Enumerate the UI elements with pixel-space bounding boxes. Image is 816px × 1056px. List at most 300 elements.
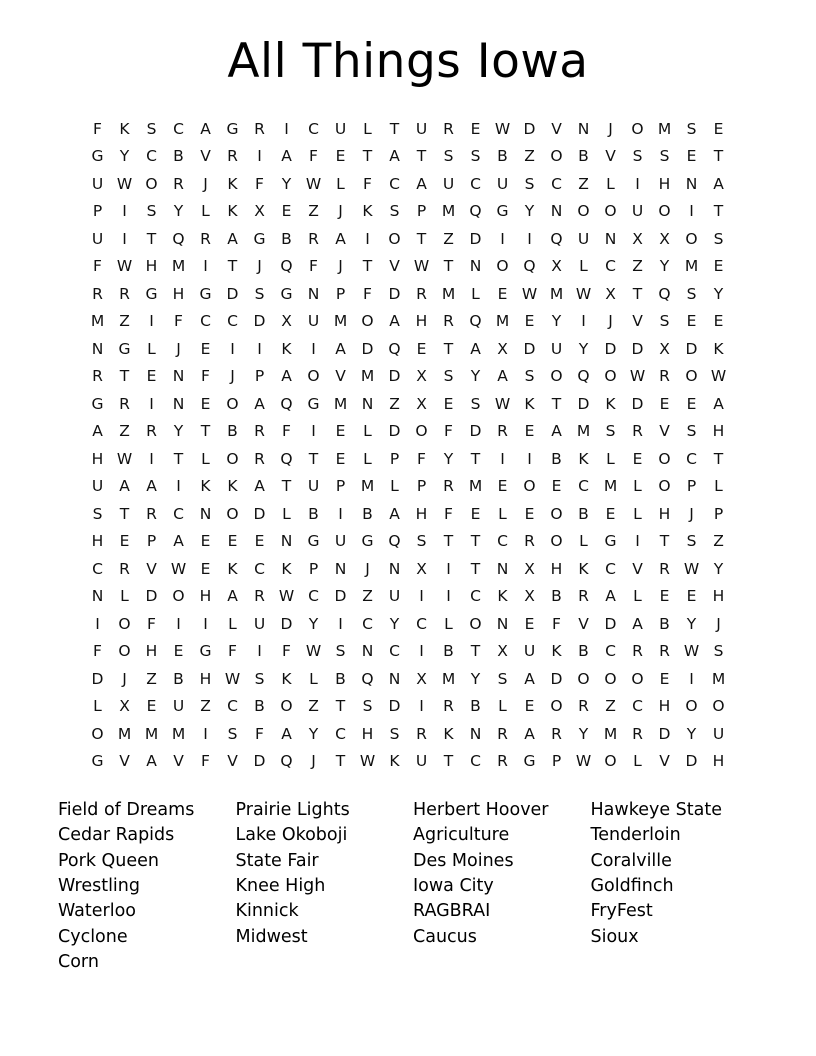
grid-cell[interactable]: X: [524, 587, 535, 606]
grid-cell[interactable]: C: [470, 174, 481, 193]
grid-cell[interactable]: F: [417, 449, 426, 468]
grid-cell[interactable]: M: [441, 284, 456, 303]
grid-cell[interactable]: O: [280, 697, 293, 716]
grid-cell[interactable]: G: [91, 147, 104, 166]
grid-cell[interactable]: F: [174, 312, 183, 331]
grid-cell[interactable]: F: [363, 174, 372, 193]
grid-cell[interactable]: A: [389, 312, 400, 331]
grid-cell[interactable]: K: [227, 202, 238, 221]
grid-cell[interactable]: W: [116, 257, 133, 276]
grid-cell[interactable]: E: [200, 559, 211, 578]
grid-cell[interactable]: D: [388, 422, 401, 441]
grid-cell[interactable]: A: [524, 724, 535, 743]
grid-cell[interactable]: Q: [469, 202, 482, 221]
grid-cell[interactable]: L: [498, 504, 507, 523]
grid-cell[interactable]: Q: [280, 449, 293, 468]
grid-cell[interactable]: S: [443, 367, 454, 386]
grid-cell[interactable]: R: [254, 119, 265, 138]
grid-cell[interactable]: U: [388, 587, 401, 606]
grid-cell[interactable]: R: [497, 422, 508, 441]
grid-cell[interactable]: T: [362, 147, 373, 166]
grid-cell[interactable]: D: [253, 752, 266, 771]
grid-cell[interactable]: E: [200, 394, 211, 413]
word-list-item[interactable]: Wrestling: [58, 875, 140, 896]
grid-cell[interactable]: Q: [388, 532, 401, 551]
word-list-item[interactable]: Iowa City: [413, 875, 494, 896]
word-list-item[interactable]: Des Moines: [413, 850, 514, 871]
grid-cell[interactable]: I: [311, 339, 316, 358]
grid-cell[interactable]: E: [659, 394, 670, 413]
grid-cell[interactable]: I: [149, 449, 154, 468]
grid-cell[interactable]: T: [146, 229, 157, 248]
grid-cell[interactable]: C: [173, 504, 184, 523]
grid-cell[interactable]: I: [500, 229, 505, 248]
grid-cell[interactable]: D: [631, 339, 644, 358]
grid-cell[interactable]: O: [658, 202, 671, 221]
grid-cell[interactable]: S: [713, 229, 724, 248]
grid-cell[interactable]: G: [496, 202, 509, 221]
grid-cell[interactable]: P: [254, 367, 265, 386]
grid-cell[interactable]: L: [579, 257, 588, 276]
grid-cell[interactable]: I: [446, 559, 451, 578]
grid-cell[interactable]: K: [578, 559, 589, 578]
grid-cell[interactable]: O: [523, 477, 536, 496]
grid-cell[interactable]: N: [604, 229, 617, 248]
grid-cell[interactable]: O: [577, 669, 590, 688]
grid-cell[interactable]: O: [685, 229, 698, 248]
grid-cell[interactable]: M: [468, 477, 483, 496]
grid-cell[interactable]: V: [335, 367, 346, 386]
grid-cell[interactable]: A: [200, 119, 211, 138]
grid-cell[interactable]: X: [416, 394, 427, 413]
grid-cell[interactable]: O: [91, 724, 104, 743]
grid-cell[interactable]: I: [500, 449, 505, 468]
grid-cell[interactable]: X: [659, 229, 670, 248]
grid-cell[interactable]: L: [282, 504, 291, 523]
grid-cell[interactable]: I: [527, 449, 532, 468]
grid-cell[interactable]: A: [632, 614, 643, 633]
grid-cell[interactable]: K: [605, 394, 616, 413]
grid-cell[interactable]: A: [416, 174, 427, 193]
grid-cell[interactable]: B: [227, 422, 238, 441]
grid-cell[interactable]: T: [119, 367, 130, 386]
grid-cell[interactable]: E: [281, 202, 292, 221]
grid-cell[interactable]: N: [685, 174, 698, 193]
grid-cell[interactable]: C: [632, 697, 643, 716]
grid-cell[interactable]: L: [633, 504, 642, 523]
grid-cell[interactable]: K: [119, 119, 130, 138]
grid-cell[interactable]: I: [257, 147, 262, 166]
grid-cell[interactable]: G: [361, 532, 374, 551]
grid-cell[interactable]: U: [91, 229, 104, 248]
grid-cell[interactable]: S: [254, 284, 265, 303]
grid-cell[interactable]: S: [605, 422, 616, 441]
word-list-item[interactable]: Field of Dreams: [58, 799, 195, 820]
grid-cell[interactable]: V: [551, 119, 562, 138]
grid-cell[interactable]: A: [335, 229, 346, 248]
grid-cell[interactable]: A: [92, 422, 103, 441]
grid-cell[interactable]: W: [224, 669, 241, 688]
grid-cell[interactable]: G: [280, 284, 293, 303]
grid-cell[interactable]: O: [415, 422, 428, 441]
grid-cell[interactable]: J: [176, 339, 181, 358]
grid-cell[interactable]: W: [116, 174, 133, 193]
grid-cell[interactable]: C: [389, 642, 400, 661]
grid-cell[interactable]: D: [469, 229, 482, 248]
grid-cell[interactable]: B: [362, 504, 373, 523]
grid-cell[interactable]: E: [605, 504, 616, 523]
grid-cell[interactable]: O: [496, 257, 509, 276]
grid-cell[interactable]: E: [524, 614, 535, 633]
grid-cell[interactable]: O: [145, 174, 158, 193]
grid-cell[interactable]: O: [226, 504, 239, 523]
grid-cell[interactable]: X: [281, 312, 292, 331]
grid-cell[interactable]: Z: [308, 697, 319, 716]
word-list-item[interactable]: Coralville: [590, 850, 672, 871]
grid-cell[interactable]: O: [712, 697, 725, 716]
grid-cell[interactable]: I: [230, 339, 235, 358]
grid-cell[interactable]: V: [119, 752, 130, 771]
grid-cell[interactable]: C: [335, 724, 346, 743]
grid-cell[interactable]: H: [91, 449, 104, 468]
grid-cell[interactable]: Z: [200, 697, 211, 716]
grid-cell[interactable]: C: [605, 642, 616, 661]
grid-cell[interactable]: T: [308, 449, 319, 468]
grid-cell[interactable]: Z: [389, 394, 400, 413]
grid-cell[interactable]: A: [254, 394, 265, 413]
grid-cell[interactable]: X: [632, 229, 643, 248]
grid-cell[interactable]: N: [91, 587, 104, 606]
grid-cell[interactable]: V: [632, 559, 643, 578]
grid-cell[interactable]: K: [389, 752, 400, 771]
grid-cell[interactable]: L: [309, 669, 318, 688]
grid-cell[interactable]: J: [311, 752, 316, 771]
grid-cell[interactable]: I: [419, 697, 424, 716]
grid-cell[interactable]: C: [362, 614, 373, 633]
grid-cell[interactable]: O: [604, 669, 617, 688]
grid-cell[interactable]: G: [523, 752, 536, 771]
grid-cell[interactable]: L: [147, 339, 156, 358]
grid-cell[interactable]: R: [632, 642, 643, 661]
grid-cell[interactable]: E: [659, 587, 670, 606]
grid-cell[interactable]: K: [227, 174, 238, 193]
grid-cell[interactable]: R: [119, 394, 130, 413]
grid-cell[interactable]: F: [552, 614, 561, 633]
grid-cell[interactable]: T: [173, 449, 184, 468]
grid-cell[interactable]: J: [203, 174, 208, 193]
grid-cell[interactable]: R: [254, 422, 265, 441]
grid-cell[interactable]: A: [173, 532, 184, 551]
grid-cell[interactable]: J: [257, 257, 262, 276]
grid-cell[interactable]: H: [415, 504, 428, 523]
grid-cell[interactable]: C: [470, 752, 481, 771]
grid-cell[interactable]: C: [227, 312, 238, 331]
grid-cell[interactable]: V: [227, 752, 238, 771]
word-list-item[interactable]: Goldfinch: [590, 875, 674, 896]
grid-cell[interactable]: I: [203, 614, 208, 633]
grid-cell[interactable]: N: [91, 339, 104, 358]
grid-cell[interactable]: N: [388, 559, 401, 578]
word-list-item[interactable]: Waterloo: [58, 901, 137, 922]
grid-cell[interactable]: H: [415, 312, 428, 331]
grid-cell[interactable]: T: [281, 477, 292, 496]
grid-cell[interactable]: Y: [713, 284, 724, 303]
grid-cell[interactable]: W: [629, 367, 646, 386]
grid-cell[interactable]: S: [632, 147, 643, 166]
grid-cell[interactable]: I: [122, 202, 127, 221]
grid-cell[interactable]: A: [146, 752, 157, 771]
grid-cell[interactable]: R: [578, 587, 589, 606]
grid-cell[interactable]: O: [226, 394, 239, 413]
grid-cell[interactable]: E: [443, 394, 454, 413]
grid-cell[interactable]: D: [388, 367, 401, 386]
grid-cell[interactable]: V: [605, 147, 616, 166]
grid-cell[interactable]: N: [361, 394, 374, 413]
grid-cell[interactable]: N: [172, 394, 185, 413]
grid-cell[interactable]: S: [362, 697, 373, 716]
grid-cell[interactable]: T: [470, 642, 481, 661]
grid-cell[interactable]: M: [576, 422, 591, 441]
grid-cell[interactable]: R: [443, 119, 454, 138]
grid-cell[interactable]: I: [338, 504, 343, 523]
grid-cell[interactable]: A: [281, 367, 292, 386]
grid-cell[interactable]: D: [226, 284, 239, 303]
grid-cell[interactable]: N: [334, 559, 347, 578]
grid-cell[interactable]: W: [413, 257, 430, 276]
grid-cell[interactable]: I: [365, 229, 370, 248]
grid-cell[interactable]: H: [658, 697, 671, 716]
grid-cell[interactable]: E: [686, 312, 697, 331]
grid-cell[interactable]: W: [683, 559, 700, 578]
grid-cell[interactable]: F: [255, 724, 264, 743]
grid-cell[interactable]: M: [657, 119, 672, 138]
grid-cell[interactable]: C: [551, 174, 562, 193]
grid-cell[interactable]: Q: [280, 394, 293, 413]
grid-cell[interactable]: L: [363, 422, 372, 441]
grid-cell[interactable]: Y: [443, 449, 454, 468]
grid-cell[interactable]: X: [416, 669, 427, 688]
grid-cell[interactable]: R: [497, 724, 508, 743]
word-list-item[interactable]: Midwest: [235, 926, 308, 947]
grid-cell[interactable]: X: [254, 202, 265, 221]
grid-cell[interactable]: F: [255, 174, 264, 193]
grid-cell[interactable]: S: [497, 669, 508, 688]
grid-cell[interactable]: Z: [605, 697, 616, 716]
grid-cell[interactable]: C: [686, 449, 697, 468]
grid-cell[interactable]: A: [227, 587, 238, 606]
grid-cell[interactable]: L: [93, 697, 102, 716]
grid-cell[interactable]: T: [713, 449, 724, 468]
grid-cell[interactable]: C: [227, 697, 238, 716]
grid-cell[interactable]: W: [710, 367, 727, 386]
grid-cell[interactable]: O: [307, 367, 320, 386]
grid-cell[interactable]: R: [416, 284, 427, 303]
grid-cell[interactable]: W: [521, 284, 538, 303]
grid-cell[interactable]: D: [253, 504, 266, 523]
grid-cell[interactable]: O: [658, 449, 671, 468]
grid-cell[interactable]: C: [605, 257, 616, 276]
grid-cell[interactable]: U: [577, 229, 590, 248]
grid-cell[interactable]: R: [443, 312, 454, 331]
grid-cell[interactable]: C: [308, 587, 319, 606]
grid-cell[interactable]: Z: [308, 202, 319, 221]
word-list-item[interactable]: Sioux: [590, 926, 639, 947]
grid-cell[interactable]: T: [119, 504, 130, 523]
grid-cell[interactable]: N: [469, 257, 482, 276]
grid-cell[interactable]: A: [551, 422, 562, 441]
grid-cell[interactable]: D: [469, 422, 482, 441]
grid-cell[interactable]: B: [281, 229, 292, 248]
grid-cell[interactable]: I: [581, 312, 586, 331]
grid-cell[interactable]: G: [307, 394, 320, 413]
grid-cell[interactable]: R: [632, 724, 643, 743]
grid-cell[interactable]: U: [523, 642, 536, 661]
grid-cell[interactable]: T: [443, 339, 454, 358]
grid-cell[interactable]: Y: [281, 174, 292, 193]
grid-cell[interactable]: Q: [361, 669, 374, 688]
grid-cell[interactable]: T: [389, 119, 400, 138]
grid-cell[interactable]: W: [494, 394, 511, 413]
grid-cell[interactable]: N: [388, 669, 401, 688]
grid-cell[interactable]: L: [714, 477, 723, 496]
grid-cell[interactable]: E: [200, 339, 211, 358]
grid-cell[interactable]: C: [146, 147, 157, 166]
grid-cell[interactable]: S: [524, 367, 535, 386]
grid-cell[interactable]: I: [284, 119, 289, 138]
grid-cell[interactable]: U: [307, 312, 320, 331]
grid-cell[interactable]: T: [470, 559, 481, 578]
grid-cell[interactable]: A: [281, 147, 292, 166]
grid-cell[interactable]: Q: [469, 312, 482, 331]
grid-cell[interactable]: M: [171, 257, 186, 276]
grid-cell[interactable]: O: [604, 752, 617, 771]
grid-cell[interactable]: P: [146, 532, 157, 551]
grid-cell[interactable]: M: [711, 669, 726, 688]
grid-cell[interactable]: G: [307, 532, 320, 551]
grid-cell[interactable]: J: [689, 504, 694, 523]
grid-cell[interactable]: N: [496, 559, 509, 578]
grid-cell[interactable]: U: [172, 697, 185, 716]
grid-cell[interactable]: R: [524, 532, 535, 551]
grid-cell[interactable]: S: [686, 532, 697, 551]
grid-cell[interactable]: G: [145, 284, 158, 303]
grid-cell[interactable]: O: [685, 697, 698, 716]
grid-cell[interactable]: K: [578, 449, 589, 468]
grid-cell[interactable]: N: [172, 367, 185, 386]
grid-cell[interactable]: H: [712, 422, 725, 441]
word-list-item[interactable]: Hawkeye State: [590, 799, 722, 820]
grid-cell[interactable]: N: [280, 532, 293, 551]
grid-cell[interactable]: O: [172, 587, 185, 606]
grid-cell[interactable]: E: [659, 669, 670, 688]
grid-cell[interactable]: Y: [173, 202, 184, 221]
grid-cell[interactable]: R: [659, 367, 670, 386]
grid-cell[interactable]: D: [91, 669, 104, 688]
grid-cell[interactable]: B: [659, 614, 670, 633]
grid-cell[interactable]: R: [200, 229, 211, 248]
grid-cell[interactable]: I: [203, 724, 208, 743]
grid-cell[interactable]: A: [146, 477, 157, 496]
grid-cell[interactable]: Q: [577, 367, 590, 386]
grid-cell[interactable]: O: [226, 449, 239, 468]
grid-cell[interactable]: T: [551, 394, 562, 413]
grid-cell[interactable]: I: [176, 614, 181, 633]
grid-cell[interactable]: S: [524, 174, 535, 193]
grid-cell[interactable]: S: [686, 284, 697, 303]
grid-cell[interactable]: G: [604, 532, 617, 551]
grid-cell[interactable]: E: [686, 147, 697, 166]
grid-cell[interactable]: U: [712, 724, 725, 743]
grid-cell[interactable]: U: [334, 119, 347, 138]
grid-cell[interactable]: T: [470, 532, 481, 551]
grid-cell[interactable]: E: [335, 147, 346, 166]
grid-cell[interactable]: Z: [524, 147, 535, 166]
grid-cell[interactable]: J: [365, 559, 370, 578]
grid-cell[interactable]: A: [524, 669, 535, 688]
grid-cell[interactable]: F: [363, 284, 372, 303]
grid-cell[interactable]: I: [203, 257, 208, 276]
word-list-item[interactable]: Herbert Hoover: [413, 799, 549, 820]
grid-cell[interactable]: I: [446, 587, 451, 606]
grid-cell[interactable]: E: [416, 339, 427, 358]
grid-cell[interactable]: E: [146, 367, 157, 386]
grid-cell[interactable]: I: [95, 614, 100, 633]
word-list-item[interactable]: State Fair: [235, 850, 319, 871]
grid-cell[interactable]: X: [497, 642, 508, 661]
grid-cell[interactable]: W: [278, 587, 295, 606]
grid-cell[interactable]: V: [578, 614, 589, 633]
grid-cell[interactable]: M: [144, 724, 159, 743]
grid-cell[interactable]: K: [281, 669, 292, 688]
grid-cell[interactable]: T: [362, 257, 373, 276]
grid-cell[interactable]: J: [716, 614, 721, 633]
grid-cell[interactable]: O: [388, 229, 401, 248]
grid-cell[interactable]: U: [415, 119, 428, 138]
grid-cell[interactable]: O: [631, 119, 644, 138]
word-list-item[interactable]: Tenderloin: [590, 825, 681, 846]
grid-cell[interactable]: S: [470, 147, 481, 166]
grid-cell[interactable]: Q: [388, 339, 401, 358]
grid-cell[interactable]: J: [338, 202, 343, 221]
grid-cell[interactable]: W: [359, 752, 376, 771]
grid-cell[interactable]: G: [118, 339, 131, 358]
grid-cell[interactable]: R: [416, 724, 427, 743]
grid-cell[interactable]: T: [200, 422, 211, 441]
grid-cell[interactable]: F: [147, 614, 156, 633]
grid-cell[interactable]: U: [253, 614, 266, 633]
grid-cell[interactable]: B: [443, 642, 454, 661]
grid-cell[interactable]: P: [308, 559, 319, 578]
grid-cell[interactable]: W: [575, 752, 592, 771]
grid-cell[interactable]: B: [308, 504, 319, 523]
grid-cell[interactable]: I: [338, 614, 343, 633]
grid-cell[interactable]: E: [200, 532, 211, 551]
grid-cell[interactable]: B: [335, 669, 346, 688]
grid-cell[interactable]: Y: [470, 367, 481, 386]
grid-cell[interactable]: G: [253, 229, 266, 248]
grid-cell[interactable]: U: [415, 752, 428, 771]
grid-cell[interactable]: X: [119, 697, 130, 716]
grid-cell[interactable]: W: [575, 284, 592, 303]
grid-cell[interactable]: K: [524, 394, 535, 413]
grid-cell[interactable]: Z: [578, 174, 589, 193]
grid-cell[interactable]: U: [442, 174, 455, 193]
grid-cell[interactable]: J: [122, 669, 127, 688]
grid-cell[interactable]: Q: [658, 284, 671, 303]
grid-cell[interactable]: F: [93, 257, 102, 276]
grid-cell[interactable]: M: [495, 312, 510, 331]
grid-cell[interactable]: X: [659, 339, 670, 358]
